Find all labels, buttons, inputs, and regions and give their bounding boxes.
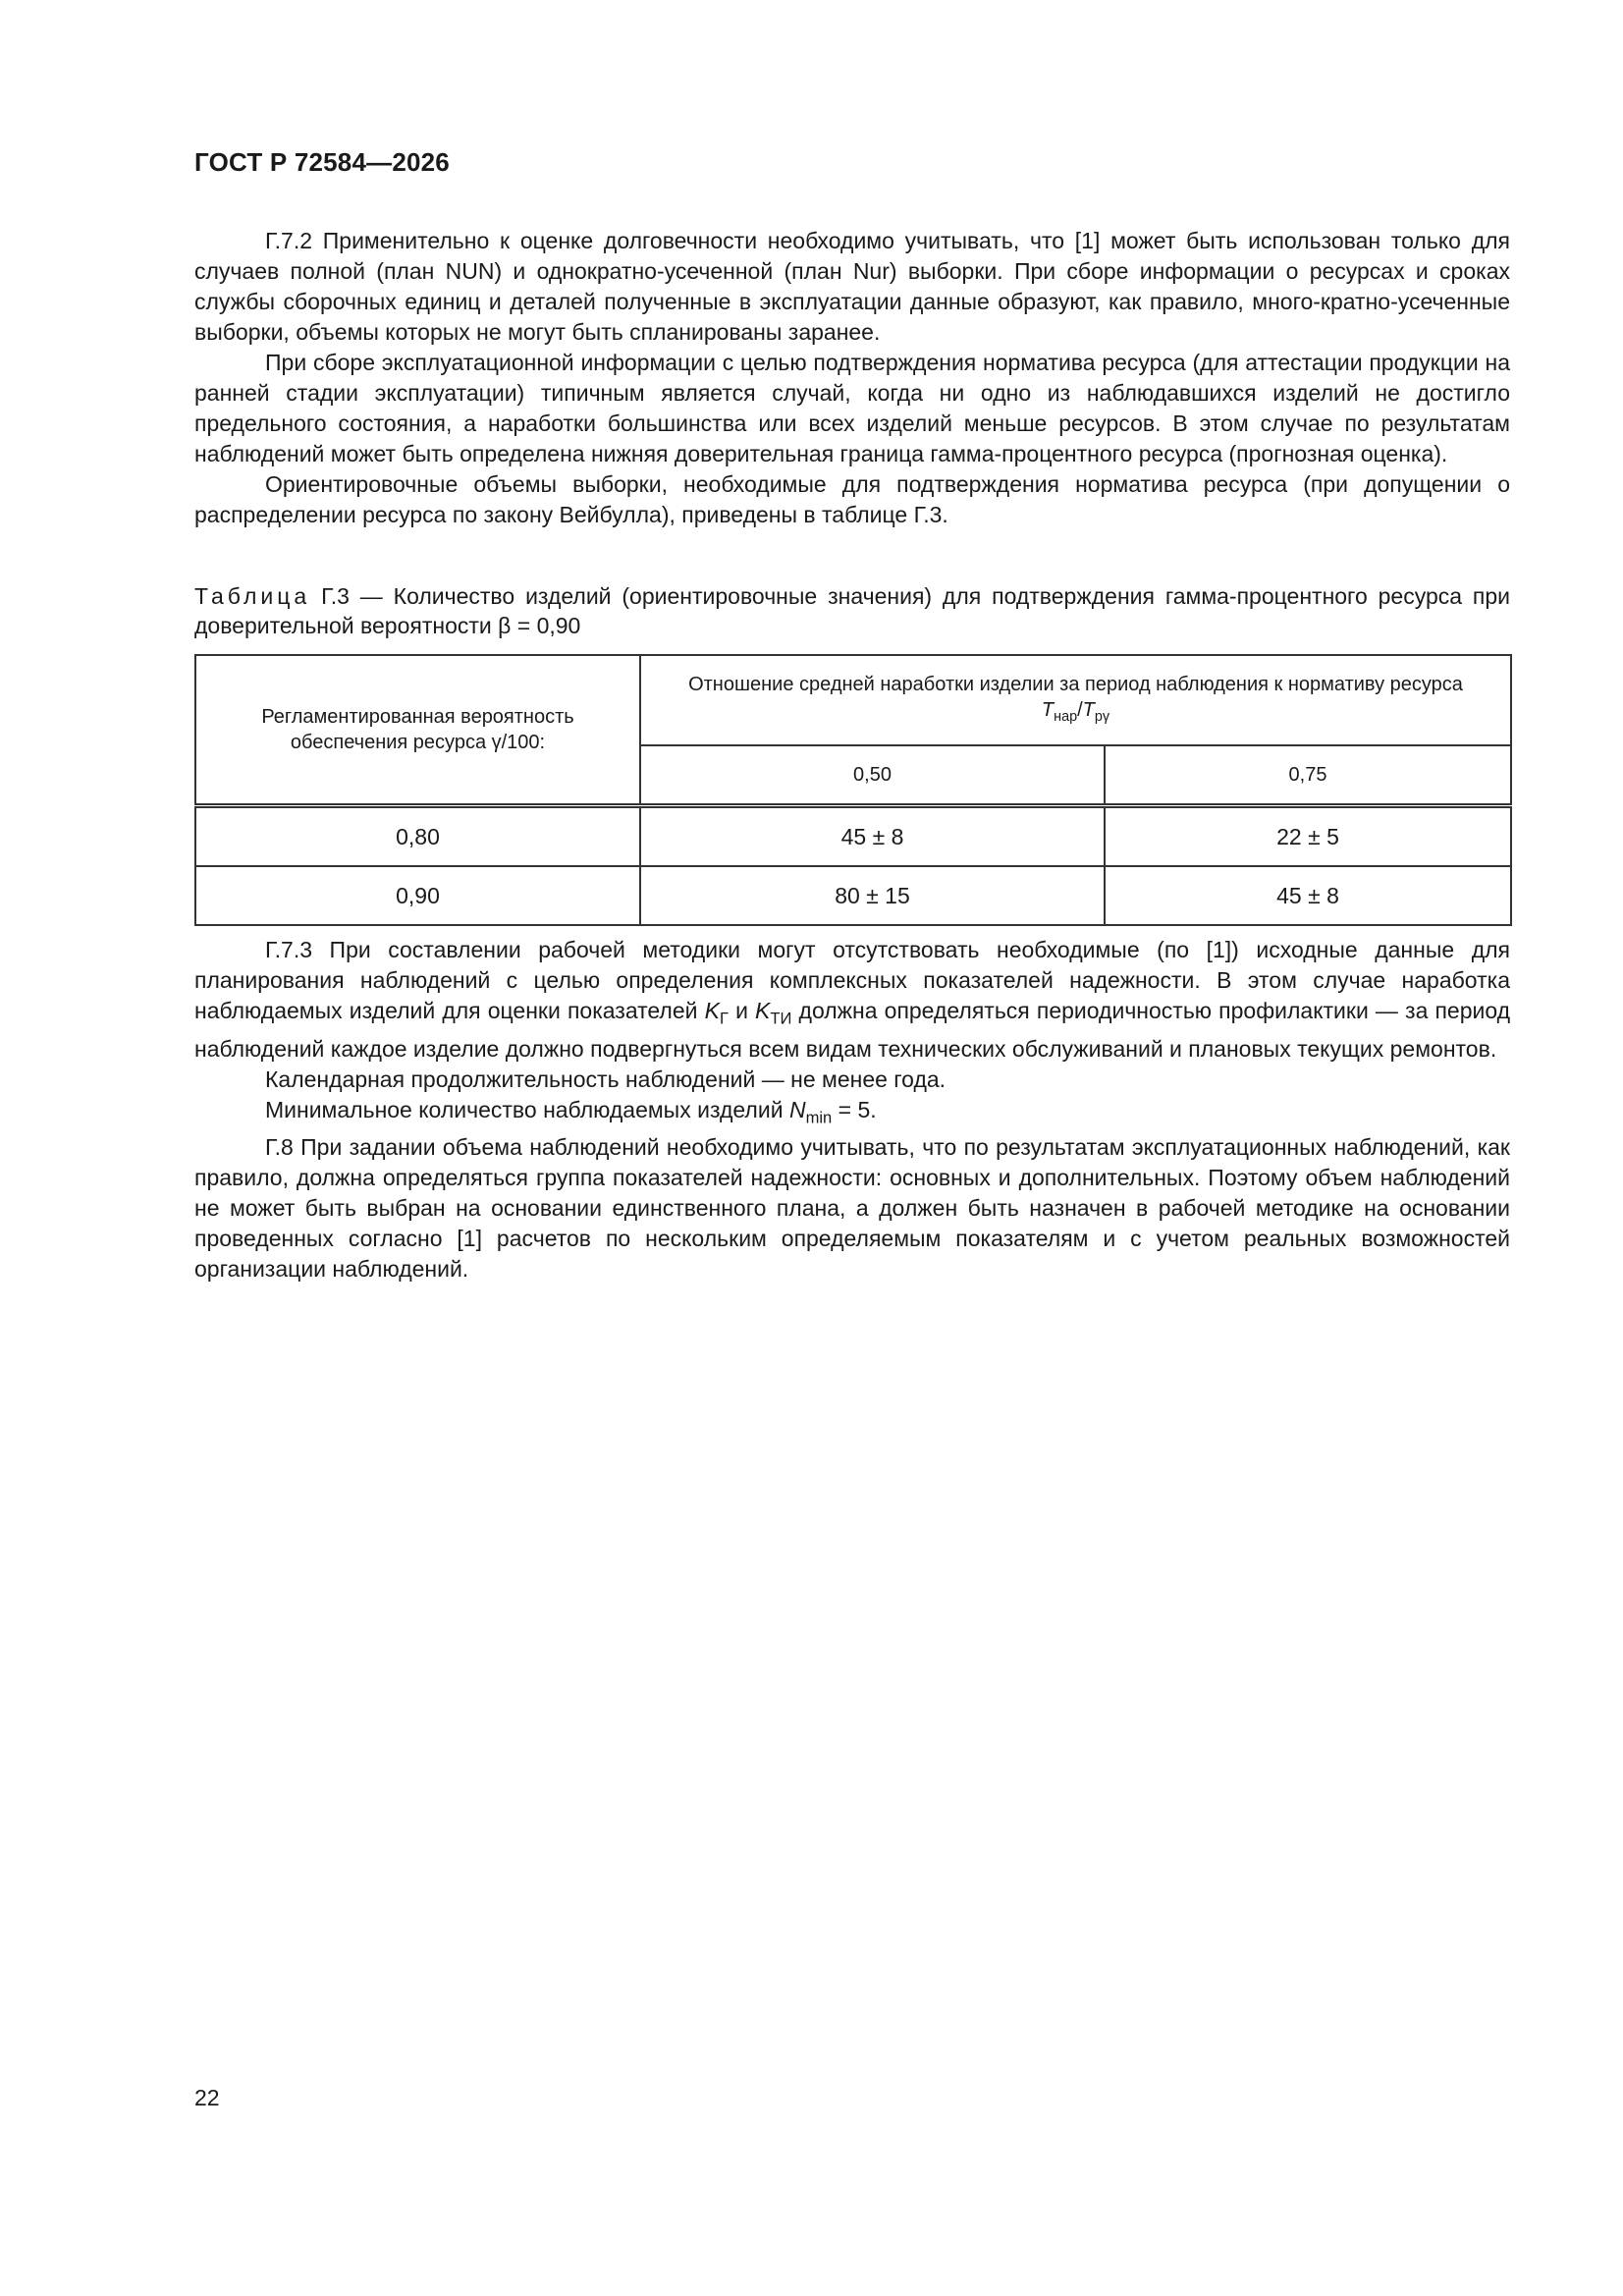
symbol-k-ti-sub: ТИ xyxy=(770,1009,792,1028)
cell-value-050: 80 ± 15 xyxy=(640,866,1105,925)
symbol-k-g-sub: Г xyxy=(719,1009,729,1028)
table-row xyxy=(195,866,1511,925)
cell-value-075: 45 ± 8 xyxy=(1105,866,1511,925)
conjunction-and: и xyxy=(735,998,748,1023)
paragraph-g73-1 xyxy=(194,935,1510,1065)
section-g72 xyxy=(194,226,1510,530)
symbol-k-g: K xyxy=(704,998,720,1023)
paragraph-g72-1: Г.7.2 Применительно к оценке долговечности необходимо учитывать, что [1] может быть использован только для случаев полной (план NUN) и однократно-усеченной (план Nur) выборки. При сборе информации о ресурсах и сроках службы сборочных единиц и деталей полученные в эксплуатации данные образуют, как правило, много-кратно-усеченные выборки, объемы которых не могут быть спланированы заранее. xyxy=(194,228,1510,345)
page-number: 22 xyxy=(194,2085,220,2110)
table-row xyxy=(195,806,1511,867)
cell-value-075: 22 ± 5 xyxy=(1105,806,1511,867)
header-ratio-sub1: нар xyxy=(1054,708,1078,725)
table-caption xyxy=(194,581,1510,640)
header-ratio-t2: T xyxy=(1082,698,1095,721)
header-probability: Регламентированная вероятность обеспечения ресурса γ/100: xyxy=(195,655,640,806)
section-g73 xyxy=(194,935,1510,1285)
symbol-k-ti: K xyxy=(755,998,771,1023)
subheader-050: 0,50 xyxy=(640,745,1105,805)
paragraph-g73-3-part-a: Минимальное количество наблюдаемых изделий xyxy=(265,1096,784,1122)
paragraph-g73-1-part-b: должна определяться периодичностью профилактики — за период наблюдений каждое изделие должно подвергнуться всем видам технических обслуживаний и плановых текущих ремонтов. xyxy=(194,998,1511,1062)
cell-value-050: 45 ± 8 xyxy=(640,806,1105,867)
symbol-n-sub: min xyxy=(805,1108,833,1127)
table-caption-word: Таблица xyxy=(194,583,311,609)
paragraph-g72-3: Ориентировочные объемы выборки, необходимые для подтверждения норматива ресурса (при допущении о распределении ресурса по закону Вейбулла), приведены в таблице Г.3. xyxy=(194,471,1510,527)
cell-probability: 0,80 xyxy=(195,806,640,867)
paragraph-g73-2: Календарная продолжительность наблюдений — не менее года. xyxy=(265,1066,947,1092)
header-ratio-t1: T xyxy=(1041,698,1055,721)
paragraph-g73-3-part-b: = 5. xyxy=(838,1096,877,1122)
subheader-075: 0,75 xyxy=(1105,745,1511,805)
paragraph-g8: Г.8 При задании объема наблюдений необходимо учитывать, что по результатам эксплуатационных наблюдений, как правило, должна определяться группа показателей надежности: основных и дополнительных. Поэтому объем наблюдений не может быть выбран на основании единственного плана, а должен быть назначен в рабочей методике на основании проведенных согласно [1] расчетов по нескольким определяемым показателям и с учетом реальных возможностей организации наблюдений. xyxy=(194,1134,1510,1283)
resource-confirmation-table xyxy=(194,654,1512,926)
paragraph-g72-2: При сборе эксплуатационной информации с целью подтверждения норматива ресурса (для аттестации продукции на ранней стадии эксплуатации) типичным является случай, когда ни одно из наблюдавшихся изделий не достигло предельного состояния, а наработки большинства или всех изделий меньше ресурсов. В этом случае по результатам наблюдений может быть определена нижняя доверительная граница гамма-процентного ресурса (прогнозная оценка). xyxy=(194,350,1510,466)
paragraph-g73-1-part-a: Г.7.3 При составлении рабочей методики могут отсутствовать необходимые (по [1]) исходные данные для планирования наблюдений с целью определения комплексных показателей надежности. В этом случае наработка наблюдаемых изделий для оценки показателей xyxy=(194,937,1510,1023)
table-caption-text: Г.3 — Количество изделий (ориентировочные значения) для подтверждения гамма-процентного ресурса при доверительной вероятности β = 0,90 xyxy=(194,583,1510,638)
cell-probability: 0,90 xyxy=(195,866,640,925)
header-ratio-sub2: рγ xyxy=(1094,708,1110,725)
document-code-header: ГОСТ Р 72584—2026 xyxy=(194,147,450,177)
paragraph-g73-3 xyxy=(194,1095,1510,1133)
header-ratio-text: Отношение средней наработки изделии за период наблюдения к нормативу ресурса xyxy=(688,673,1463,695)
symbol-n: N xyxy=(788,1096,806,1122)
header-ratio-slash: / xyxy=(1077,698,1083,721)
header-ratio xyxy=(640,655,1511,745)
table-header-row xyxy=(195,655,1511,745)
